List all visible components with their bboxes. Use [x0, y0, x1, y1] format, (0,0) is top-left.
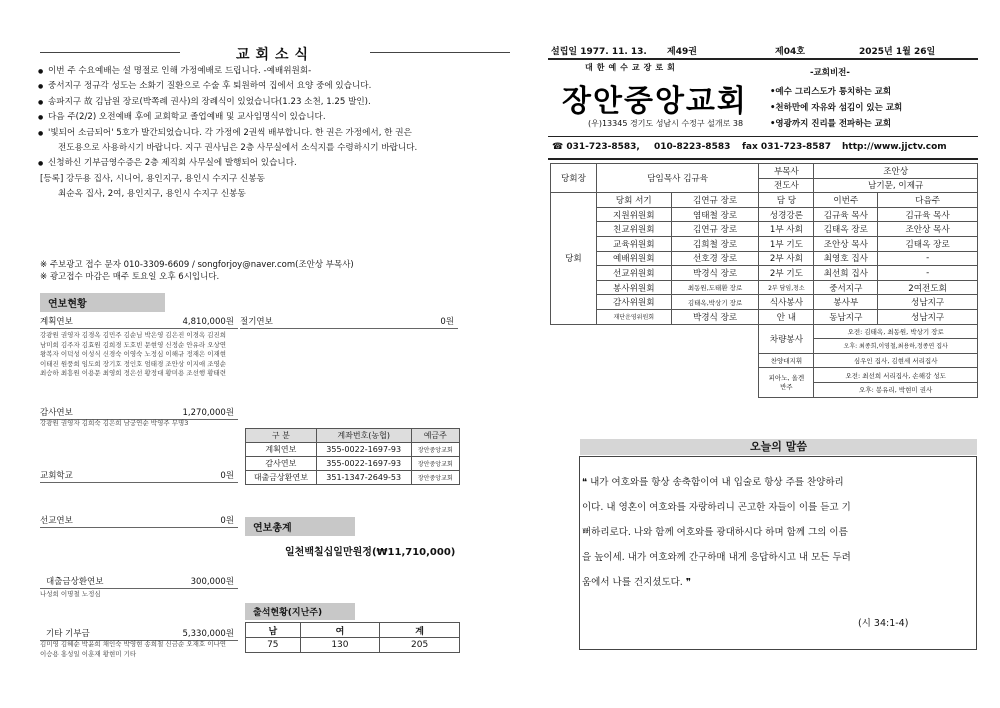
vehicle-label: 차량봉사 [759, 324, 814, 353]
thanks-offering-names: 강광원 권영자 김희숙 김은희 남궁연순 박영주 무명3 [40, 419, 189, 427]
issue-date: 2025년 1월 26일 [859, 47, 936, 57]
duty-label: 1부 기도 [759, 236, 814, 251]
table-row: 대출금상환연보 351-1347-2649-53 장안중앙교회 [246, 471, 460, 485]
mission-offering-label: 선교연보 [40, 516, 73, 526]
duty-this-week: 최선희 집사 [814, 266, 878, 281]
church-address: (우)13345 경기도 성남시 수정구 설개로 38 [588, 119, 744, 128]
plan-offering-label: 계획연보 [40, 317, 73, 327]
committee-chair: 염태철 장로 [671, 207, 759, 222]
contact-rule-bottom [548, 158, 978, 160]
thanks-offering-row [40, 406, 238, 420]
news-item: ● 다음 주(2/2) 오전예배 후에 교회학교 졸업예배 및 교사임명식이 있습니다. [38, 110, 516, 125]
duty-label: 2부 담임,청소 [759, 280, 814, 295]
news-item: ● 송파지구 故 김남원 장로(박쪽례 권사)의 장례식이 있었습니다(1.23 소천, 1.25 발인). [38, 95, 516, 110]
duty-next-week: 조안상 목사 [878, 222, 978, 237]
attendance-table: 남 여 계 75 130 205 [245, 622, 460, 653]
duty-next-week: 2여전도회 [878, 280, 978, 295]
duty-next-week: 성남지구 [878, 295, 978, 310]
committee-name: 당회 서기 [596, 193, 671, 208]
committee-chair: 선호경 장로 [671, 251, 759, 266]
committee-chair: 박경식 장로 [671, 309, 759, 324]
duty-label: 담 당 [759, 193, 814, 208]
volume: 제49권 [667, 47, 697, 57]
plan-offering-names: 강광원 권영자 김경옥 김민주 김순님 박은영 김은진 이경옥 김진희 남미희 김주자 김효원 김희경 도호빈 문현영 신정순 안유라 오상연 왕복자 이덕성 이성식 신경숙 이영숙 노정심 이해규 정재은 이재현 이태진 원풍희 임도희 장기호 정인호 엄태경 조안상 이지애 조영순 최승하 최흥원 이용문 최영희 정은선 황정대 황미용 조선행 황태련 [40, 331, 227, 377]
other-offering-amount: 5,330,000원 [182, 629, 234, 639]
committee-name: 선교위원회 [596, 266, 671, 281]
duty-this-week: 봉사부 [814, 295, 878, 310]
season-offering-row [240, 315, 458, 329]
loan-offering-amount: 300,000원 [190, 577, 234, 587]
issue-header [551, 44, 976, 57]
denomination: 대한예수교장로회 [585, 63, 679, 72]
committee-chair: 박경식 장로 [671, 266, 759, 281]
duty-label: 2부 사회 [759, 251, 814, 266]
committee-chair: 김태옥,박상기 장로 [671, 295, 759, 310]
committee-chair: 김연규 장로 [671, 193, 759, 208]
committee-chair: 김연규 장로 [671, 222, 759, 237]
total-section-title: 연보총계 [245, 517, 355, 536]
duty-next-week: - [878, 266, 978, 281]
duty-label: 1부 사회 [759, 222, 814, 237]
season-offering-amount: 0원 [440, 317, 454, 327]
duty-this-week: 김규육 목사 [814, 207, 878, 222]
news-list [38, 64, 516, 203]
mission-offering-amount: 0원 [220, 516, 234, 526]
committee-chair: 김희철 장로 [671, 236, 759, 251]
other-offering-row [40, 627, 238, 641]
duty-label: 2부 기도 [759, 266, 814, 281]
news-item: ● 중서지구 정규각 성도는 소화기 질환으로 수술 후 퇴원하여 집에서 요양 중에 있습니다. [38, 79, 516, 94]
loan-offering-row [40, 575, 238, 589]
table-row: 계획연보 355-0022-1697-93 장안중앙교회 [246, 443, 460, 457]
piano-am: 오전: 최선희 서리집사, 손해강 성도 [814, 368, 978, 383]
loan-offering-names: 나성희 이명철 노정심 [40, 590, 101, 598]
committee-name: 지원위원회 [596, 207, 671, 222]
school-offering-label: 교회학교 [40, 471, 73, 481]
news-item: ● 이번 주 수요예배는 설 명절로 인해 가정예배로 드립니다. -예배위원회- [38, 64, 516, 79]
plan-offering-row [40, 315, 238, 329]
news-title: 교회소식 [40, 44, 510, 60]
other-offering-label: 기타 기부금 [46, 629, 90, 639]
praise-label: 찬양대지휘 [759, 353, 814, 368]
mission-offering-row [40, 514, 238, 528]
table-row: 75 130 205 [246, 638, 460, 653]
vehicle-am: 오전: 김태옥, 최동원, 박상기 장로 [814, 324, 978, 339]
senior-pastor: 담임목사 김규육 [596, 164, 759, 193]
piano-label: 피아노, 올겐 반주 [759, 368, 814, 397]
news-item: 최순옥 집사, 2여, 용인지구, 용인시 수지구 신봉동 [58, 189, 246, 200]
committee-name: 감사위원회 [596, 295, 671, 310]
duty-next-week: 김태옥 장로 [878, 236, 978, 251]
ad-notice: ※ 주보광고 접수 문자 010-3309-6609 / songforjoy@naver.com(조안상 부목사) [40, 260, 354, 270]
committee-name: 봉사위원회 [596, 280, 671, 295]
duty-next-week: - [878, 251, 978, 266]
news-item: ● 신청하신 기부금영수증은 2층 제직회 사무실에 발행되어 있습니다. [38, 156, 516, 171]
table-row: 감사연보 355-0022-1697-93 장안중앙교회 [246, 457, 460, 471]
staff-table: 당회장 담임목사 김규육 부목사 조안상 전도사 남기문, 이제규 당회 당회 서기 김연규 장로 담 당 이번주 다음주 지원위원회 염태철 장로 성경강론 김규육 목사 김규육 목사 친교위원회 김연규 장로 1부 사회 김태옥 장로 조안상 목사 교육위원회 김희철 장로 1부 기도 조안상 목사 김태옥 장로 예배위원회 선호경 장로 2부 사회 최영호 집사 - 선교위원회 박경식 장로 2부 기도 최선희 집사 - 봉사위원회 최동원,도태환 장로 2부 담임,청소 중서지구 2여전도회 감사위원회 김태옥,박상기 장로 식사봉사 봉사부 성남지구 재단운영위원회 박경식 장로 안 내 동남지구 성남지구 차량봉사 오전: 김태옥, 최동원, 박상기 장로 오후: 최종희,이영철,최용하,정종연 집사 찬양대지휘 심우인 집사, 김현세 서리집사 피아노, 올겐 반주 오전: 최선희 서리집사, 손해강 성도 오후: 봉유리, 박현미 권사 [550, 163, 978, 398]
committee-name: 재단운영위원회 [596, 309, 671, 324]
total-amount: 일천백칠십일만원정(₩11,710,000) [285, 547, 456, 558]
mobile: 010-8223-8583 [654, 142, 731, 152]
issue-number: 제04호 [775, 47, 805, 57]
duty-next-week: 성남지구 [878, 309, 978, 324]
loan-offering-label: 대출금상환연보 [46, 577, 104, 587]
duty-label: 식사봉사 [759, 295, 814, 310]
founded-date: 설립일 1977. 11. 13. [551, 47, 647, 57]
duty-next-week: 김규육 목사 [878, 207, 978, 222]
vision-list: •예수 그리스도가 통치하는 교회 •천하만에 자유와 섬김이 있는 교회 •영광까지 진리를 전파하는 교회 [770, 87, 903, 129]
other-offering-names: 김미영 김혜순 박윤희 채인숙 박영현 송희철 신금순 오재호 이나연 이승용 홍성일 이훈재 황현미 기타 [40, 640, 227, 658]
word-reference: (시 34:1-4) [858, 618, 909, 629]
committee-name: 예배위원회 [596, 251, 671, 266]
chair-label: 당회장 [551, 164, 597, 193]
offering-section-title: 연보현황 [40, 293, 165, 312]
news-item: [등록] 강두용 집사, 시니어, 용인지구, 용인시 수지구 신봉동 [40, 173, 265, 184]
duty-this-week: 이번주 [814, 193, 878, 208]
bank-header: 예금주 [411, 429, 459, 443]
duty-label: 성경강론 [759, 207, 814, 222]
phone: ☎ 031-723-8583, [552, 142, 640, 152]
session-label: 당회 [551, 193, 597, 324]
duty-this-week: 김태옥 장로 [814, 222, 878, 237]
ad-deadline: ※ 광고접수 마감은 매주 토요일 오후 6시입니다. [40, 272, 220, 282]
season-offering-label: 절기연보 [240, 317, 273, 327]
evangelists: 남기문, 이제규 [814, 178, 978, 193]
word-text: ❝ 내가 여호와를 항상 송축함이여 내 입술로 항상 주를 찬양하리 이다. 내 영혼이 여호와를 자랑하리니 곤고한 자들이 이를 듣고 기 뻐하리로다. 나와 함께 여호와를 광대하시다 하며 함께 그의 이름 을 높이세. 내가 여호와께 간구하매 내게 응답하시고 내 모든 두려 움에서 나를 건지셨도다. ❞ [582, 477, 851, 588]
attendance-section-title: 출석현황(지난주) [245, 603, 355, 620]
duty-this-week: 조안상 목사 [814, 236, 878, 251]
contact-line [552, 142, 977, 152]
committee-name: 교육위원회 [596, 236, 671, 251]
news-item: ● '빛되어 소금되어' 5호가 발간되었습니다. 각 가정에 2권씩 배부합니다. 한 권은 가정에서, 한 권은 [38, 126, 516, 141]
piano-pm: 오후: 봉유리, 박현미 권사 [814, 382, 978, 397]
associate-pastor: 조안상 [814, 164, 978, 179]
committee-name: 친교위원회 [596, 222, 671, 237]
duty-this-week: 중서지구 [814, 280, 878, 295]
news-item: 전도용으로 사용하시기 바랍니다. 지구 권사님은 2층 사무실에서 소식지를 수령하시기 바랍니다. [58, 143, 418, 154]
committee-chair: 최동원,도태환 장로 [671, 280, 759, 295]
vision-title: -교회비전- [810, 68, 850, 78]
word-title: 오늘의 말씀 [580, 439, 977, 455]
bank-header: 계좌번호(농협) [316, 429, 411, 443]
duty-this-week: 최영호 집사 [814, 251, 878, 266]
thanks-offering-amount: 1,270,000원 [182, 408, 234, 418]
church-name-logo: 장안중앙교회 [562, 84, 748, 119]
contact-rule-top [548, 136, 978, 137]
duty-next-week: 다음주 [878, 193, 978, 208]
praise-leaders: 심우인 집사, 김현세 서리집사 [814, 353, 978, 368]
bank-account-table [245, 428, 460, 485]
thanks-offering-label: 감사연보 [40, 408, 73, 418]
plan-offering-amount: 4,810,000원 [182, 317, 234, 327]
duty-this-week: 동남지구 [814, 309, 878, 324]
vehicle-pm: 오후: 최종희,이영철,최용하,정종연 집사 [814, 339, 978, 354]
bank-header: 구 분 [246, 429, 317, 443]
header-rule [548, 58, 978, 60]
website-link[interactable]: http://www.jjctv.com [842, 142, 947, 152]
school-offering-row [40, 469, 238, 483]
school-offering-amount: 0원 [220, 471, 234, 481]
fax: fax 031-723-8587 [742, 142, 832, 152]
duty-label: 안 내 [759, 309, 814, 324]
